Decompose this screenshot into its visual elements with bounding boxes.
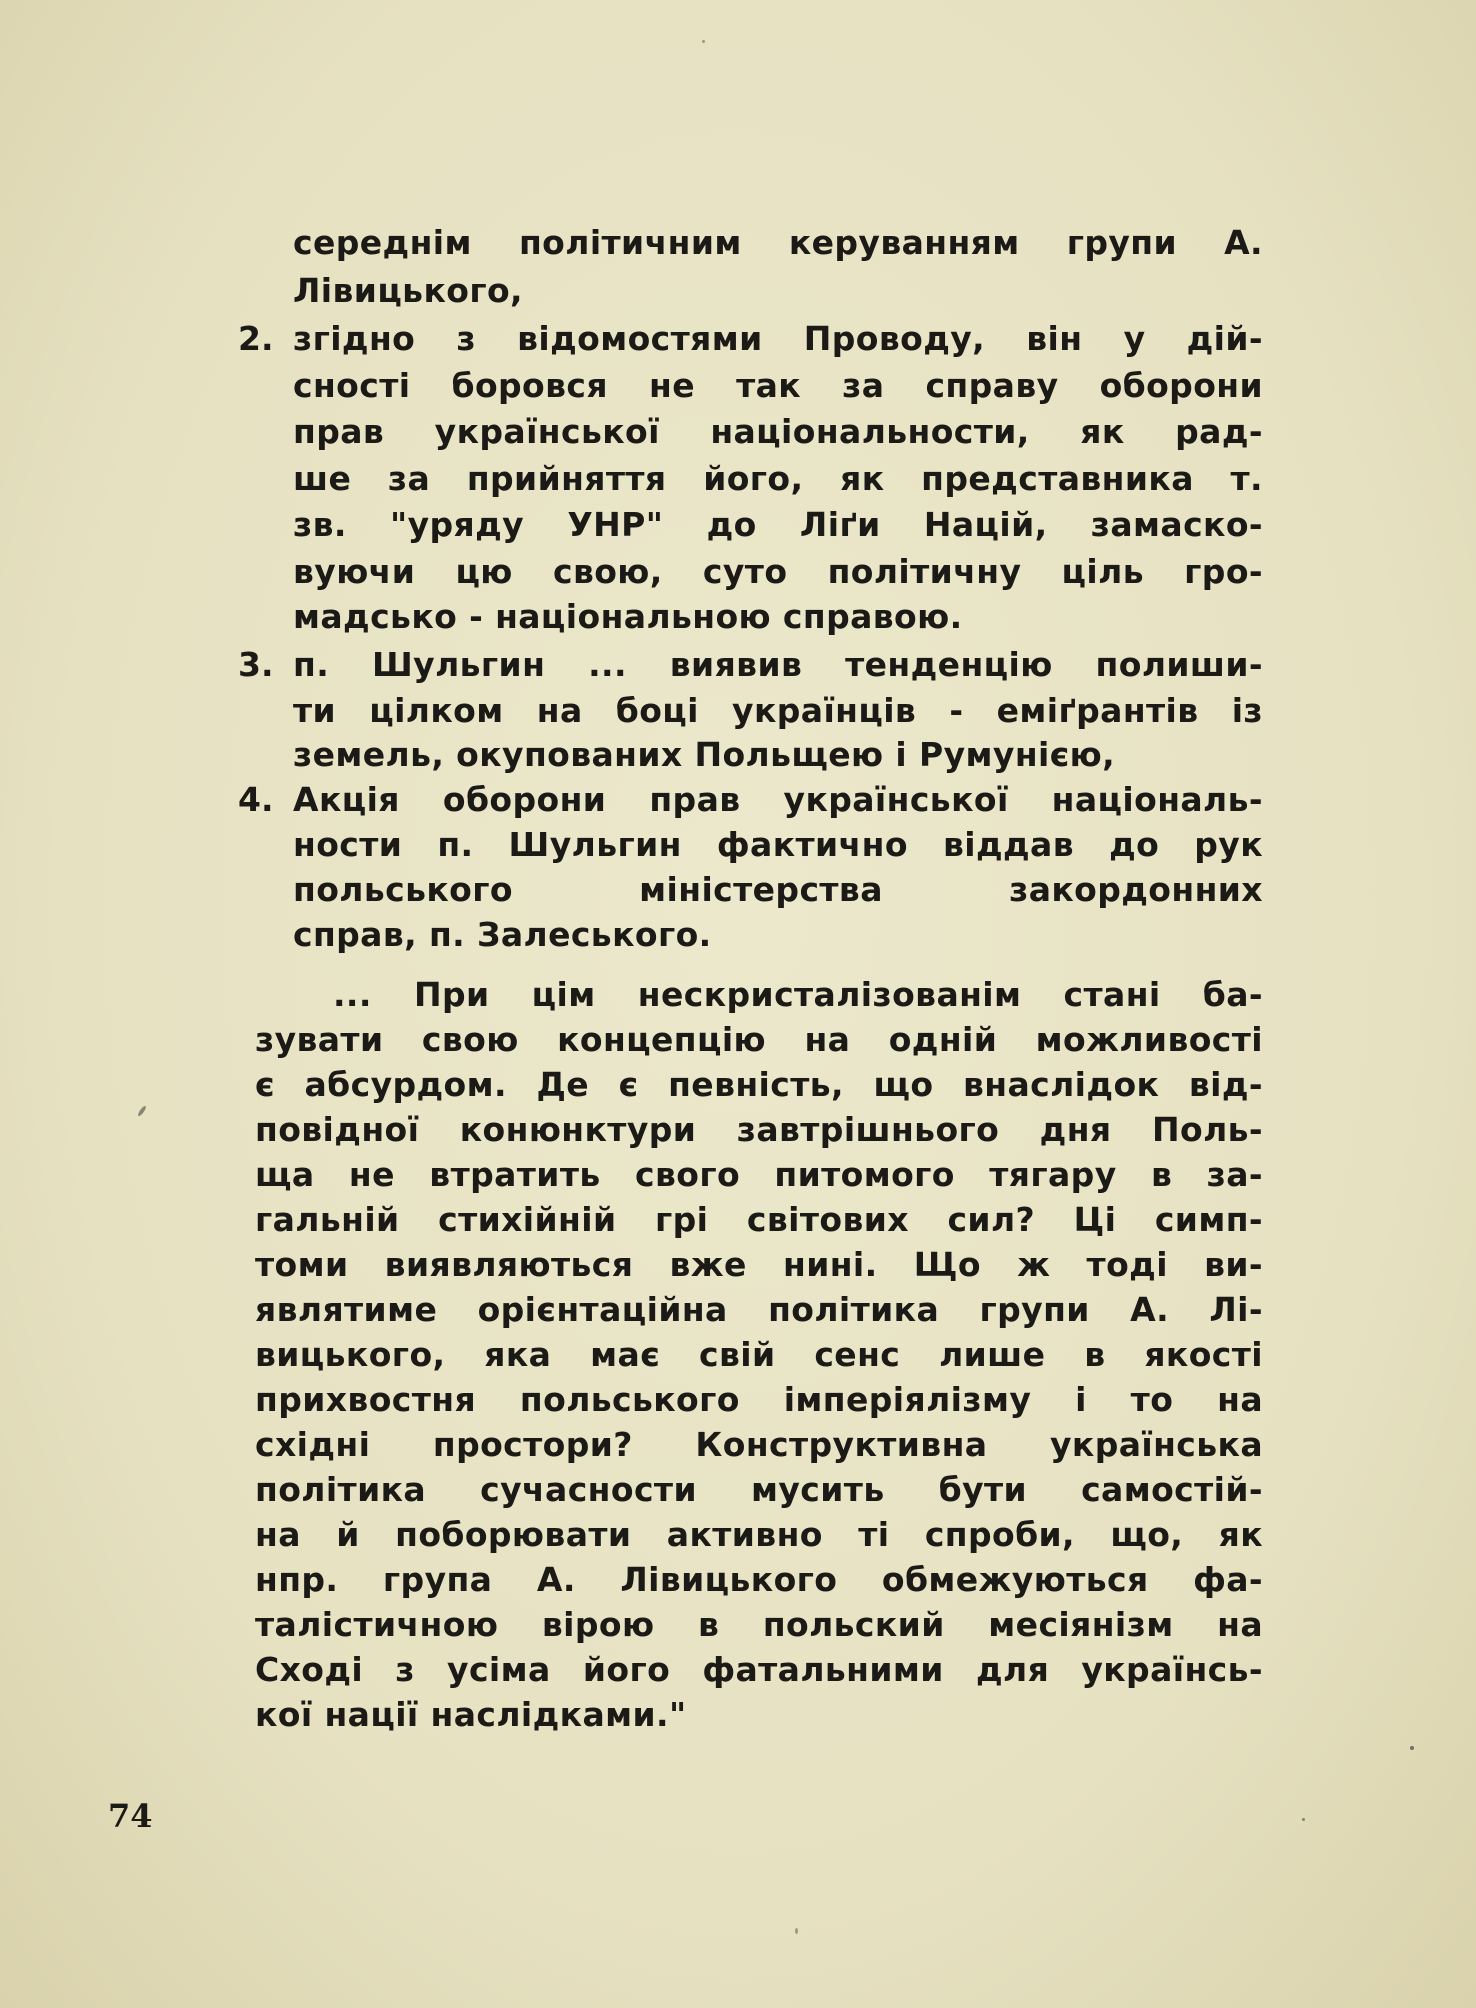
text-line: прихвостня польського імперіялізму і то на xyxy=(255,1380,1263,1419)
text-line: талістичною вірою в польский месіянізм на xyxy=(255,1605,1263,1644)
text-line: на й поборювати активно ті спроби, що, як xyxy=(255,1515,1263,1554)
text-line: середнім політичним керуванням групи А. xyxy=(293,223,1263,262)
paper-speck xyxy=(1410,1746,1414,1750)
text-line: прав української національности, як рад- xyxy=(293,412,1263,451)
text-line: ше за прийняття його, як представника т. xyxy=(293,459,1263,498)
text-line: п. Шульгин ... виявив тенденцію полиши- xyxy=(293,645,1263,684)
text-line: ности п. Шульгин фактично віддав до рук xyxy=(293,825,1263,864)
text-line: згідно з відомостями Проводу, він у дій- xyxy=(293,319,1263,358)
list-item-number: 4. xyxy=(238,780,274,819)
text-line: ща не втратить свого питомого тягару в за- xyxy=(255,1155,1263,1194)
paper-speck xyxy=(1302,1818,1305,1821)
paper-speck xyxy=(702,40,705,43)
text-line: східні простори? Конструктивна українська xyxy=(255,1425,1263,1464)
text-line: Акція оборони прав української національ- xyxy=(293,780,1263,819)
text-line: повідної конюнктури завтрішнього дня Поль- xyxy=(255,1110,1263,1149)
text-line: політика сучасности мусить бути самостій- xyxy=(255,1470,1263,1509)
paper-speck xyxy=(137,1105,147,1117)
text-line: земель, окупованих Польщею і Румунією, xyxy=(293,735,1116,774)
paper-speck xyxy=(795,1928,798,1934)
text-line: Сході з усіма його фатальними для українсь- xyxy=(255,1650,1263,1689)
text-line: справ, п. Залеського. xyxy=(293,915,712,954)
text-line: є абсурдом. Де є певність, що внаслідок від- xyxy=(255,1065,1263,1104)
text-line: нпр. група А. Лівицького обмежуються фа- xyxy=(255,1560,1263,1599)
text-line: Лівицького, xyxy=(293,271,523,310)
text-line: томи виявляються вже нині. Що ж тоді ви- xyxy=(255,1245,1263,1284)
text-line: мадсько - національною справою. xyxy=(293,597,963,636)
text-line: ... При цім нескристалізованім стані ба- xyxy=(333,975,1263,1014)
text-line: зувати свою концепцію на одній можливості xyxy=(255,1020,1263,1059)
text-line: кої нації наслідками." xyxy=(255,1695,687,1734)
text-line: сності боровся не так за справу оборони xyxy=(293,366,1263,405)
text-line: ти цілком на боці українців - еміґрантів із xyxy=(293,691,1263,730)
text-line: вицького, яка має свій сенс лише в якості xyxy=(255,1335,1263,1374)
list-item-number: 2. xyxy=(238,319,274,358)
text-line: польського міністерства закордонних xyxy=(293,870,1263,909)
page-number: 74 xyxy=(108,1797,153,1835)
list-item-number: 3. xyxy=(238,645,274,684)
text-line: являтиме орієнтаційна політика групи А. Лі- xyxy=(255,1290,1263,1329)
text-line: зв. "уряду УНР" до Ліґи Націй, замаско- xyxy=(293,505,1263,544)
text-line: гальній стихійній грі світових сил? Ці симп- xyxy=(255,1200,1263,1239)
text-line: вуючи цю свою, суто політичну ціль гро- xyxy=(293,552,1263,591)
